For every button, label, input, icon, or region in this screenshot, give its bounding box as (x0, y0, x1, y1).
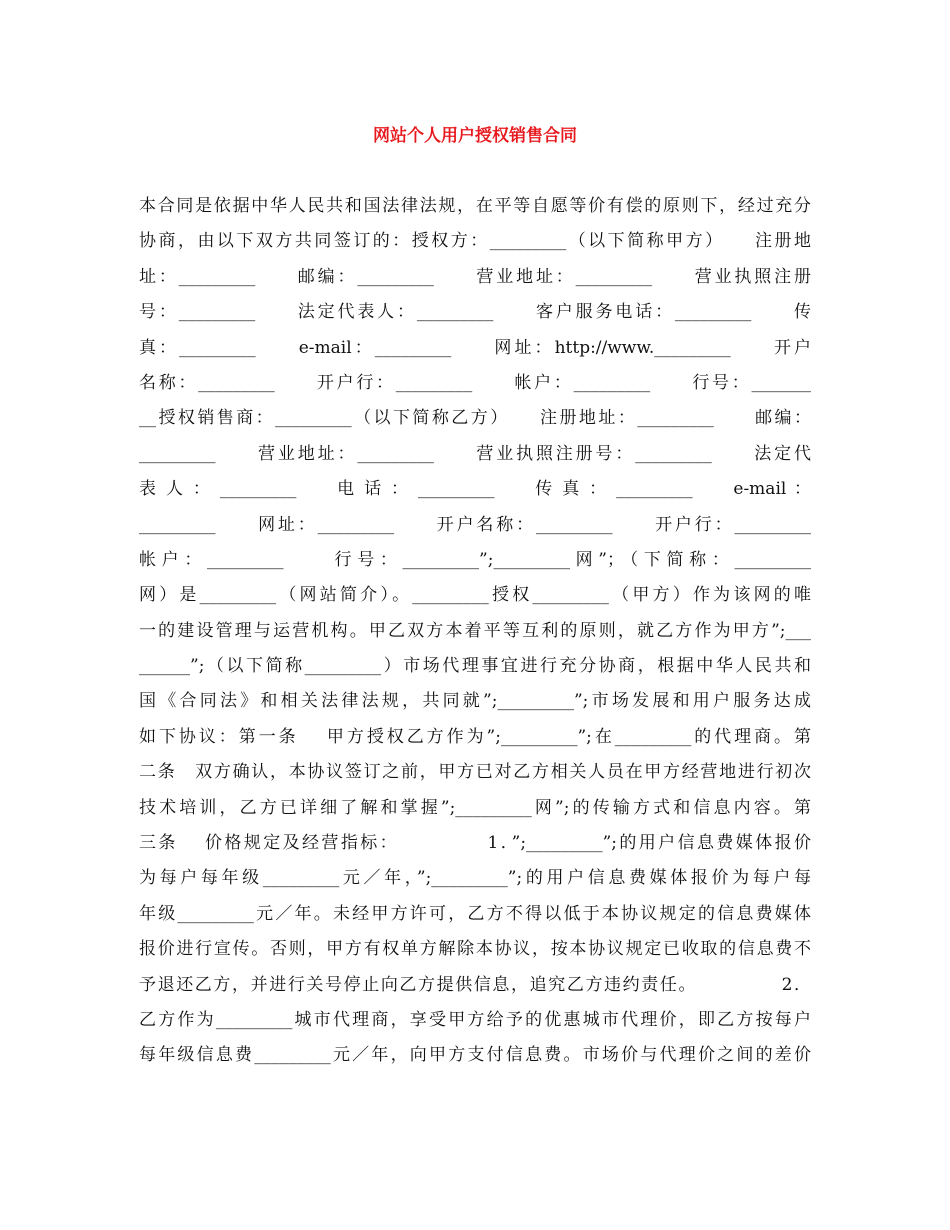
body-line: 年级_________元／年。未经甲方许可，乙方不得以低于本协议规定的信息费媒体 (139, 903, 811, 924)
body-line: 表 人 ： _________ 电 话 ： _________ 传 真 ： _________ e-mail ： (139, 479, 811, 500)
body-line: 为每户每年级_________元／年，”;_________”;的用户信息费媒体报价为每户每 (139, 868, 811, 889)
body-line: 三条 价格规定及经营指标： 1．”;_________”;的用户信息费媒体报价 (139, 833, 811, 854)
body-line: 予退还乙方，并进行关号停止向乙方提供信息，追究乙方违约责任。 2． (139, 974, 811, 995)
body-line: 帐户：_________ 行号：_________”;_________网”；（下简称：_________ (139, 549, 811, 570)
body-line: __授权销售商：_________（以下简称乙方） 注册地址：_________ 邮编： (139, 408, 811, 429)
body-line: ______”;（以下简称_________）市场代理事宜进行充分协商，根据中华人民共和 (139, 656, 811, 677)
contract-body (139, 189, 811, 1074)
body-line: 协商，由以下双方共同签订的：授权方：_________（以下简称甲方） 注册地 (139, 231, 811, 252)
body-line: _________ 营业地址：_________ 营业执照注册号：_________ 法定代 (139, 443, 811, 464)
body-line: _________ 网址：_________ 开户名称：_________ 开户行：_________ (139, 514, 811, 535)
body-line: 技术培训，乙方已详细了解和掌握”;_________网”;的传输方式和信息内容。第 (139, 797, 811, 818)
body-line: 每年级信息费_________元／年，向甲方支付信息费。市场价与代理价之间的差价 (139, 1045, 811, 1066)
body-line: 国《合同法》和相关法律法规，共同就”;_________”;市场发展和用户服务达成 (139, 691, 811, 712)
body-line: 一的建设管理与运营机构。甲乙双方本着平等互利的原则，就乙方作为甲方”;___ (139, 620, 811, 641)
document-title: 网站个人用户授权销售合同 (373, 126, 577, 146)
body-line: 如下协议：第一条 甲方授权乙方作为”;_________”;在_________的代理商。第 (139, 726, 811, 747)
body-line: 网）是_________（网站简介）。_________授权_________（甲方）作为该网的唯 (139, 585, 811, 606)
body-line: 号：_________ 法定代表人：_________ 客户服务电话：_________ 传 (139, 302, 811, 323)
body-line: 址：_________ 邮编：_________ 营业地址：_________ 营业执照注册 (139, 266, 811, 287)
body-line: 名称：_________ 开户行：_________ 帐户：_________ 行号：_______ (139, 372, 811, 393)
body-line: 报价进行宣传。否则，甲方有权单方解除本协议，按本协议规定已收取的信息费不 (139, 939, 811, 960)
body-line: 二条 双方确认，本协议签订之前，甲方已对乙方相关人员在甲方经营地进行初次 (139, 762, 811, 783)
body-line: 本合同是依据中华人民共和国法律法规，在平等自愿等价有偿的原则下，经过充分 (139, 196, 811, 216)
body-line: 乙方作为_________城市代理商，享受甲方给予的优惠城市代理价，即乙方按每户 (139, 1009, 811, 1030)
body-line: 真：_________ e-mail：_________ 网址：http://www._________ 开户 (139, 337, 811, 358)
